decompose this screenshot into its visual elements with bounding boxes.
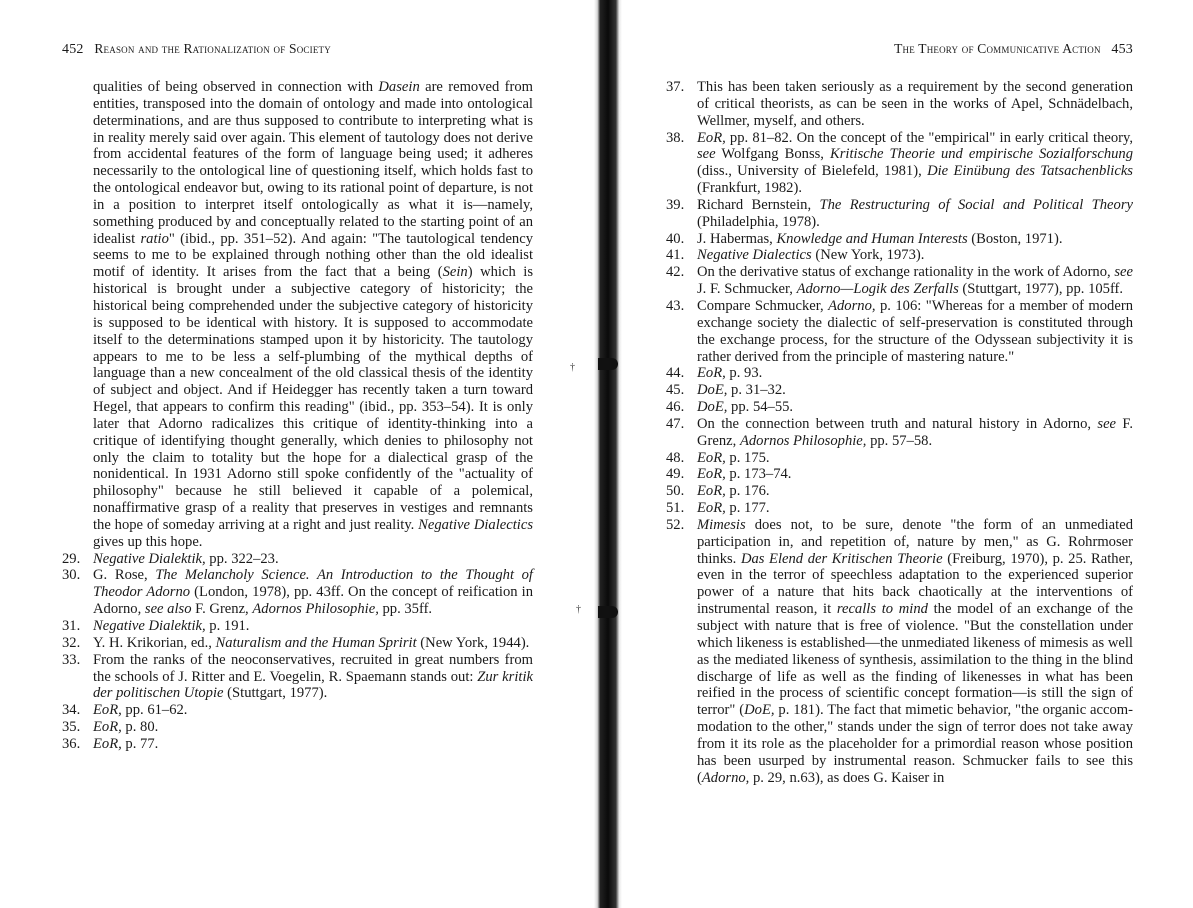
left-page bbox=[0, 0, 594, 908]
text-run: (Frankfurt, 1982). bbox=[697, 180, 802, 197]
footnote-text bbox=[697, 231, 1133, 248]
left-notes-list bbox=[62, 551, 533, 753]
left-running-head bbox=[62, 41, 331, 58]
footnote-number: 36. bbox=[62, 735, 81, 752]
footnote-text bbox=[697, 382, 1133, 399]
text-run: gives up this hope. bbox=[93, 533, 203, 550]
footnote-text bbox=[697, 517, 1133, 787]
italic-text-run: Adorno, bbox=[828, 297, 876, 314]
footnote-number: 44. bbox=[666, 365, 685, 382]
italic-text-run: Negative Dialectics bbox=[697, 247, 812, 264]
right-running-head bbox=[894, 41, 1133, 58]
footnote-number: 48. bbox=[666, 449, 685, 466]
italic-text-run: Sein bbox=[442, 264, 468, 281]
text-run: Y. H. Krikorian, ed., bbox=[93, 634, 216, 651]
italic-text-run: DoE, bbox=[697, 399, 728, 416]
text-run: qualities of being observed in connection with bbox=[93, 79, 379, 95]
footnote-number: 49. bbox=[666, 466, 685, 483]
text-run: pp. 322–23. bbox=[205, 550, 279, 567]
italic-text-run: DoE, bbox=[744, 702, 775, 719]
italic-text-run: Adornos Philosophie, bbox=[252, 601, 379, 618]
text-run: Richard Bernstein, bbox=[697, 196, 820, 213]
italic-text-run: Adornos Philosophie, bbox=[739, 432, 867, 449]
footnote-text bbox=[697, 264, 1133, 298]
footnote-item bbox=[666, 382, 1133, 399]
footnote-number: 37. bbox=[666, 79, 685, 95]
footnote-text bbox=[697, 500, 1133, 517]
italic-text-run: see bbox=[697, 146, 716, 163]
italic-text-run: ratio bbox=[140, 230, 169, 247]
text-run: p. 77. bbox=[121, 735, 159, 752]
text-run: p. 177. bbox=[725, 500, 770, 517]
left-page-number: 452 bbox=[62, 42, 84, 57]
text-run: p. 31–32. bbox=[727, 382, 786, 399]
text-run: F. Grenz, bbox=[697, 415, 1133, 449]
text-run: p. 93. bbox=[725, 365, 763, 382]
footnote-item bbox=[666, 416, 1133, 450]
footnote-text bbox=[93, 702, 533, 719]
footnote-item bbox=[62, 635, 533, 652]
text-run: G. Rose, bbox=[93, 567, 156, 584]
text-run: J. Habermas, bbox=[697, 230, 777, 247]
text-run: pp. 57–58. bbox=[866, 432, 933, 449]
footnote-text bbox=[93, 635, 533, 652]
footnote-text bbox=[93, 719, 533, 736]
text-run: On the derivative status of exchange rationality in the work of Adorno, bbox=[697, 264, 1115, 281]
right-page bbox=[600, 0, 1193, 908]
footnote-text bbox=[697, 79, 1133, 130]
footnote-number: 45. bbox=[666, 382, 685, 399]
text-run: (Philadelphia, 1978). bbox=[697, 213, 820, 230]
footnote-number: 30. bbox=[62, 567, 81, 584]
footnote-number: 29. bbox=[62, 550, 81, 567]
footnote-text bbox=[697, 365, 1133, 382]
footnote-number: 51. bbox=[666, 500, 685, 517]
right-text-column bbox=[666, 79, 1133, 786]
footnote-item bbox=[62, 618, 533, 635]
footnote-item bbox=[62, 736, 533, 753]
text-run: ) which is historical is brought under a subjective category of historicity; the historical being comprehended under the subjective category of historicity is supposed to be identical with history. It is supposed to accommodate itself to the determinations stamped upon it by historicity. The tautology appears to me to be less a self-plumbing of the mythical depths of language than a new concealment of the old classical thesis of the identity of subject and object. And if Heidegger has recently taken a turn toward Hegel, that appears to confirm this reading" (ibid., pp. 353–54). It is only later that Adorno radicalizes this critique of identity-thinking into a critique of identifying thought generally, which denies to philosophy not only the claim to totality but the hope for a dialectical grasp of the nonidentical. In 1931 Adorno still spoke confidently of the "actuality of philosophy" because he still believed it capable of a polemical, nonaffirmative grasp of a reality that preserves in vestiges and remnants the hope of someday arriving at a right and just reality. bbox=[93, 264, 534, 533]
text-run: (Stuttgart, 1977). bbox=[223, 685, 328, 702]
text-run: On the connection between truth and natural history in Adorno, bbox=[697, 415, 1098, 432]
footnote-number: 35. bbox=[62, 719, 81, 736]
text-run: pp. 54–55. bbox=[727, 399, 794, 416]
text-run: (Boston, 1971). bbox=[967, 230, 1063, 247]
italic-text-run: EoR, bbox=[697, 129, 726, 146]
italic-text-run: EoR, bbox=[93, 702, 122, 719]
footnote-number: 47. bbox=[666, 415, 685, 432]
italic-text-run: Negative Dialektik, bbox=[93, 618, 206, 634]
text-run: From the ranks of the neoconservatives, recruited in great numbers from the schools of J. Ritter and E. Voegelin, R. Spaemann stands out: bbox=[93, 651, 533, 685]
footnote-number: 39. bbox=[666, 196, 685, 213]
footnote-text bbox=[697, 450, 1133, 467]
footnote-item bbox=[666, 517, 1133, 787]
text-run: (Stuttgart, 1977), pp. 105ff. bbox=[958, 281, 1124, 298]
text-run: are removed from entities, transposed into the domain of ontology and made into ontological determinations, and are thus supposed to contribute to interpreting what is in reality merely said over again. This element of tautology does not derive from accidental features of the form of language being used; it adheres necessarily to the ontological line of questioning itself, which holds fast to the ontological endeavor but, owing to its rational point of departure, is not in a position to interpret itself ontologically as what it is—namely, something produced by and conceptually related to the starting point of an idealist bbox=[93, 79, 533, 247]
right-running-title: The Theory of Communicative Action bbox=[894, 41, 1101, 56]
footnote-item bbox=[666, 500, 1133, 517]
footnote-item bbox=[666, 79, 1133, 130]
italic-text-run: EoR, bbox=[93, 719, 122, 736]
footnote-item bbox=[666, 466, 1133, 483]
footnote-number: 40. bbox=[666, 230, 685, 247]
italic-text-run: DoE, bbox=[697, 382, 728, 399]
italic-text-run: Dasein bbox=[378, 79, 420, 95]
right-notes-list bbox=[666, 79, 1133, 786]
text-run: Wolfgang Bonss, bbox=[715, 146, 830, 163]
italic-text-run: Die Einübung des Tatsachenblicks bbox=[927, 163, 1133, 180]
footnote-item bbox=[666, 365, 1133, 382]
footnote-item bbox=[666, 231, 1133, 248]
footnote-item bbox=[62, 702, 533, 719]
scan-speck: † bbox=[570, 362, 575, 373]
italic-text-run: see bbox=[1097, 415, 1117, 432]
text-run: p. 173–74. bbox=[725, 466, 792, 483]
footnote-text bbox=[697, 466, 1133, 483]
continued-note-text bbox=[62, 79, 533, 551]
footnote-text bbox=[697, 130, 1133, 197]
italic-text-run: EoR, bbox=[697, 365, 726, 382]
italic-text-run: The Melancholy Science. An Introduction to the Thought of Theodor Adorno bbox=[93, 567, 533, 601]
italic-text-run: Naturalism and the Human Spririt bbox=[215, 634, 417, 651]
footnote-number: 52. bbox=[666, 516, 685, 533]
footnote-text bbox=[93, 652, 533, 703]
italic-text-run: EoR, bbox=[697, 449, 726, 466]
text-run: F. Grenz, bbox=[191, 601, 253, 618]
footnote-text bbox=[93, 736, 533, 753]
text-run: (diss., University of Bielefeld, 1981), bbox=[697, 163, 928, 180]
right-page-number: 453 bbox=[1111, 42, 1133, 57]
italic-text-run: EoR, bbox=[93, 735, 122, 752]
footnote-text bbox=[93, 618, 533, 635]
italic-text-run: EoR, bbox=[697, 466, 726, 483]
footnote-text bbox=[697, 483, 1133, 500]
text-run: This has been taken seriously as a requirement by the second generation of critical theorists, as can be seen in the works of Apel, Schnädelbach, Wellmer, myself, and others. bbox=[697, 79, 1133, 129]
footnote-text bbox=[697, 197, 1133, 231]
scan-speck: † bbox=[576, 604, 581, 615]
text-run: (New York, 1973). bbox=[811, 247, 925, 264]
footnote-number: 38. bbox=[666, 129, 685, 146]
text-run: (Freiburg, 1970), p. 25. Rather, even in the terror of speechless adaptation to the experienced superior power of a nature that hits back chaotically at the interventions of instrumental reason, it bbox=[697, 550, 1133, 618]
footnote-number: 42. bbox=[666, 264, 685, 281]
footnote-number: 46. bbox=[666, 399, 685, 416]
text-run: p. 191. bbox=[205, 618, 250, 634]
footnote-item bbox=[666, 450, 1133, 467]
footnote-item bbox=[666, 264, 1133, 298]
footnote-number: 41. bbox=[666, 247, 685, 264]
footnote-text bbox=[697, 399, 1133, 416]
text-run: p. 176. bbox=[725, 483, 770, 500]
footnote-item bbox=[62, 652, 533, 703]
footnote-item bbox=[666, 483, 1133, 500]
italic-text-run: Adorno—Logik des Zerfalls bbox=[796, 281, 959, 298]
left-text-column bbox=[62, 79, 533, 753]
text-run: p. 80. bbox=[121, 719, 159, 736]
text-run: the model of an exchange of the subject with nature that is free of violence. "But the constellation under which likeness is established—the unmediated likeness of mimesis as well as the mediated likeness of synthesis, assimilation to the thing in the blind discharge of life as well as the finding of likenesses in what has been reified in the process of scientific concept formation—is still the sign of terror" ( bbox=[697, 601, 1133, 719]
text-run: (New York, 1944). bbox=[416, 634, 530, 651]
text-run: p. 181). The fact that mimetic behavior, "the organic accommodation to the other," stands under the sign of terror does not take away from it its role as the placeholder for a primordial reason whose position has been usurped by instrumental reason. Schmucker fails to see this ( bbox=[697, 702, 1134, 786]
footnote-item bbox=[62, 551, 533, 568]
italic-text-run: Knowledge and Human Interests bbox=[776, 230, 968, 247]
footnote-item bbox=[62, 719, 533, 736]
text-run: p. 29, n.63), as does G. Kaiser in bbox=[749, 769, 945, 786]
italic-text-run: Kritische Theorie und empirische Sozialforschung bbox=[830, 146, 1134, 163]
italic-text-run: Adorno, bbox=[701, 769, 750, 786]
italic-text-run: EoR, bbox=[697, 483, 726, 500]
text-run: pp. 61–62. bbox=[121, 702, 188, 719]
footnote-number: 31. bbox=[62, 618, 81, 634]
footnote-item bbox=[62, 567, 533, 618]
footnote-number: 33. bbox=[62, 651, 81, 668]
text-run: pp. 81–82. On the concept of the "empirical" in early critical theory, bbox=[725, 129, 1133, 146]
text-run: Compare Schmucker, bbox=[697, 297, 829, 314]
footnote-text bbox=[697, 247, 1133, 264]
italic-text-run: see bbox=[1114, 264, 1133, 281]
italic-text-run: Das Elend der Kritischen Theorie bbox=[740, 550, 943, 567]
footnote-text bbox=[93, 551, 533, 568]
footnote-text bbox=[697, 298, 1133, 365]
text-run: p. 106: "Whereas for a member of modern exchange society the dialectic of self-preservation is constituted through the exchange process, for the structure of the Odyssean subjectivity it is rather derived from the principle of mastering nature." bbox=[697, 297, 1133, 365]
footnote-text bbox=[697, 416, 1133, 450]
text-run: J. F. Schmucker, bbox=[697, 281, 797, 298]
text-run: does not, to be sure, denote "the form of an unmediated participation in, and repetition of, nature by men," as G. Rohrmoser thinks. bbox=[697, 516, 1133, 567]
footnote-item bbox=[666, 197, 1133, 231]
italic-text-run: Negative Dialektik, bbox=[93, 550, 206, 567]
text-run: pp. 35ff. bbox=[378, 601, 433, 618]
left-running-title: Reason and the Rationalization of Society bbox=[94, 41, 331, 56]
footnote-item bbox=[666, 298, 1133, 365]
footnote-item bbox=[666, 130, 1133, 197]
text-run: " (ibid., pp. 351–52). And again: "The tautological tendency seems to me to be explained through nothing other than the old idealist motif of identity. It arises from the fact that a being ( bbox=[93, 230, 533, 281]
italic-text-run: The Restructuring of Social and Political Theory bbox=[819, 196, 1133, 213]
footnote-number: 43. bbox=[666, 297, 685, 314]
footnote-text bbox=[93, 567, 533, 618]
text-run: (London, 1978), pp. 43ff. On the concept of reification in Adorno, bbox=[93, 584, 533, 618]
footnote-number: 50. bbox=[666, 483, 685, 500]
italic-text-run: recalls to mind bbox=[836, 601, 928, 618]
footnote-number: 32. bbox=[62, 634, 81, 651]
italic-text-run: Negative Dialectics bbox=[418, 516, 533, 533]
italic-text-run: see also bbox=[144, 601, 192, 618]
footnote-item bbox=[666, 399, 1133, 416]
footnote-item bbox=[666, 247, 1133, 264]
italic-text-run: Mimesis bbox=[697, 516, 746, 533]
italic-text-run: EoR, bbox=[697, 500, 726, 517]
italic-text-run: Zur kritik der politischen Utopie bbox=[93, 668, 533, 702]
text-run: p. 175. bbox=[725, 449, 770, 466]
footnote-number: 34. bbox=[62, 702, 81, 719]
